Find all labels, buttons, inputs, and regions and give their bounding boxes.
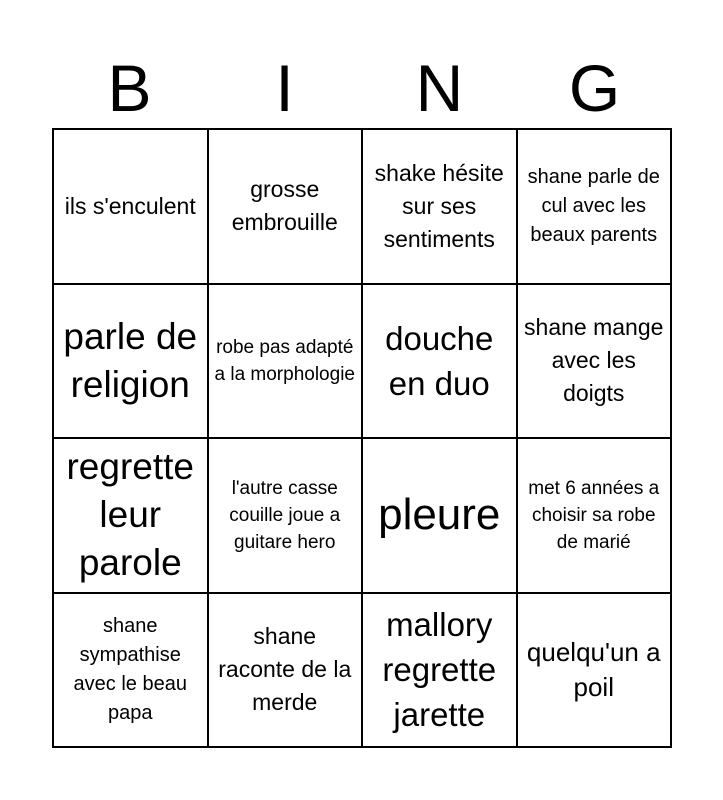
bingo-cell-r1c1[interactable] bbox=[54, 130, 209, 285]
cell-text: l'autre casse couille joue a guitare hero bbox=[229, 477, 341, 553]
cell-text: regrette leur parole bbox=[66, 446, 194, 584]
bingo-cell-r2c1[interactable] bbox=[54, 285, 209, 440]
bingo-cell-r3c4[interactable] bbox=[518, 439, 673, 594]
bingo-cell-r1c3[interactable] bbox=[363, 130, 518, 285]
bingo-cell-r4c1[interactable] bbox=[54, 594, 209, 749]
bingo-cell-r3c3[interactable] bbox=[363, 439, 518, 594]
cell-text: met 6 années a choisir sa robe de marié bbox=[528, 477, 660, 553]
bingo-cell-r3c2[interactable] bbox=[209, 439, 364, 594]
header-letter-i: I bbox=[275, 51, 294, 125]
cell-text: shake hésite sur ses sentiments bbox=[374, 159, 504, 252]
header-letter-g: G bbox=[568, 51, 621, 125]
bingo-cell-r4c3[interactable] bbox=[363, 594, 518, 749]
bingo-header bbox=[52, 48, 672, 128]
cell-text: shane parle de cul avec les beaux parents bbox=[527, 165, 660, 246]
cell-text: shane raconte de la merde bbox=[218, 623, 352, 716]
cell-text: shane mange avec les doigts bbox=[524, 314, 664, 407]
bingo-cell-r2c4[interactable] bbox=[518, 285, 673, 440]
bingo-cell-r1c2[interactable] bbox=[209, 130, 364, 285]
cell-text: pleure bbox=[378, 490, 501, 540]
cell-text: parle de religion bbox=[63, 315, 198, 405]
bingo-cell-r2c3[interactable] bbox=[363, 285, 518, 440]
cell-text: mallory regrette jarette bbox=[382, 606, 497, 734]
bingo-cell-r3c1[interactable] bbox=[54, 439, 209, 594]
header-letter-n: N bbox=[415, 51, 464, 125]
cell-text: douche en duo bbox=[385, 319, 494, 402]
cell-text: ils s'enculent bbox=[64, 192, 196, 219]
bingo-cell-r2c2[interactable] bbox=[209, 285, 364, 440]
header-letter-b: B bbox=[107, 51, 152, 125]
cell-text: shane sympathise avec le beau papa bbox=[73, 614, 187, 724]
bingo-cell-r4c2[interactable] bbox=[209, 594, 364, 749]
cell-text: robe pas adapté a la morphologie bbox=[214, 336, 355, 385]
cell-text: grosse embrouille bbox=[231, 176, 338, 236]
bingo-cell-r4c4[interactable] bbox=[518, 594, 673, 749]
cell-text: quelqu'un a poil bbox=[526, 636, 661, 702]
bingo-grid bbox=[52, 128, 672, 748]
bingo-cell-r1c4[interactable] bbox=[518, 130, 673, 285]
